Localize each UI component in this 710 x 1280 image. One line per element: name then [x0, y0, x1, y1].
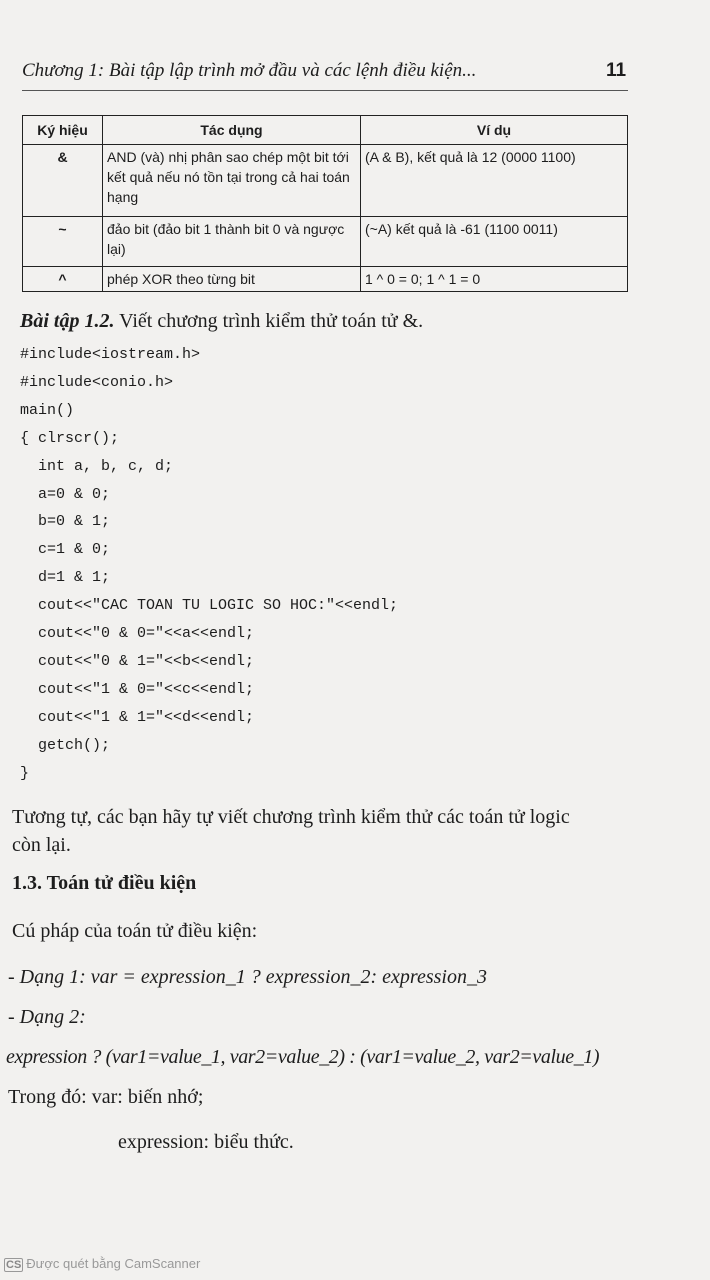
exercise-caption [20, 310, 423, 333]
table-cell: phép XOR theo từng bit [103, 267, 361, 292]
table-cell: (~A) kết quả là -61 (1100 0011) [361, 217, 628, 267]
code-line: main() [20, 401, 75, 419]
code-line: } [20, 764, 30, 782]
table-cell: & [23, 145, 103, 217]
page-number: 11 [606, 60, 627, 81]
code-line: c=1 & 0; [20, 541, 111, 559]
code-line: d=1 & 1; [20, 569, 111, 587]
table-cell: (A & B), kết quả là 12 (0000 1100) [361, 145, 628, 217]
where-expression: expression: biểu thức. [118, 1131, 294, 1153]
paragraph-line: còn lại. [12, 834, 71, 856]
table-row [23, 267, 628, 292]
header-rule [22, 90, 628, 91]
code-line: cout<<"CAC TOAN TU LOGIC SO HOC:"<<endl; [20, 597, 399, 615]
code-line: a=0 & 0; [20, 485, 111, 503]
bitwise-operator-table [22, 115, 628, 292]
code-line: #include<iostream.h> [20, 346, 201, 363]
watermark-text: Được quét bằng CamScanner [26, 1256, 201, 1271]
code-line: getch(); [20, 736, 111, 754]
table-cell: 1 ^ 0 = 0; 1 ^ 1 = 0 [361, 267, 628, 292]
code-line: cout<<"1 & 1="<<d<<endl; [20, 708, 255, 726]
table-cell: ^ [23, 267, 103, 292]
table-header-row [23, 116, 628, 145]
code-line: #include<conio.h> [20, 373, 174, 391]
table-row [23, 217, 628, 267]
code-line: b=0 & 1; [20, 513, 111, 531]
code-line: cout<<"0 & 0="<<a<<endl; [20, 625, 255, 642]
column-header: Ví dụ [361, 116, 628, 145]
exercise-label: Bài tập 1.2. [20, 310, 115, 332]
where-line: Trong đó: var: biến nhớ; [8, 1086, 204, 1108]
table-cell: đảo bit (đảo bit 1 thành bit 0 và ngược lại) [103, 217, 361, 267]
camscanner-logo-icon: CS [6, 1259, 22, 1271]
table-cell: ~ [23, 217, 103, 267]
syntax-form-2-label: - Dạng 2: [8, 1006, 86, 1028]
exercise-text: Viết chương trình kiểm thử toán tử &. [114, 310, 424, 332]
syntax-form-2-expression: expression ? (var1=value_1, var2=value_2) : (var1=value_2, var2=value_1) [6, 1046, 600, 1068]
running-header: Chương 1: Bài tập lập trình mở đầu và các lệnh điều kiện... [22, 60, 477, 81]
column-header: Ký hiệu [23, 116, 103, 145]
syntax-form-1: - Dạng 1: var = expression_1 ? expression_2: expression_3 [8, 966, 487, 988]
table-cell: AND (và) nhị phân sao chép một bit tới kết quả nếu nó tồn tại trong cả hai toán hạng [103, 145, 361, 217]
camscanner-watermark [4, 1256, 200, 1272]
table-row [23, 145, 628, 217]
code-line: { clrscr(); [20, 429, 120, 447]
syntax-intro: Cú pháp của toán tử điều kiện: [12, 920, 258, 942]
code-line: cout<<"1 & 0="<<c<<endl; [20, 680, 255, 698]
column-header: Tác dụng [103, 116, 361, 145]
section-heading: 1.3. Toán tử điều kiện [12, 872, 197, 894]
paragraph-line: Tương tự, các bạn hãy tự viết chương trình kiểm thử các toán tử logic [12, 806, 570, 828]
code-line: int a, b, c, d; [20, 457, 174, 475]
code-line: cout<<"0 & 1="<<b<<endl; [20, 652, 255, 670]
